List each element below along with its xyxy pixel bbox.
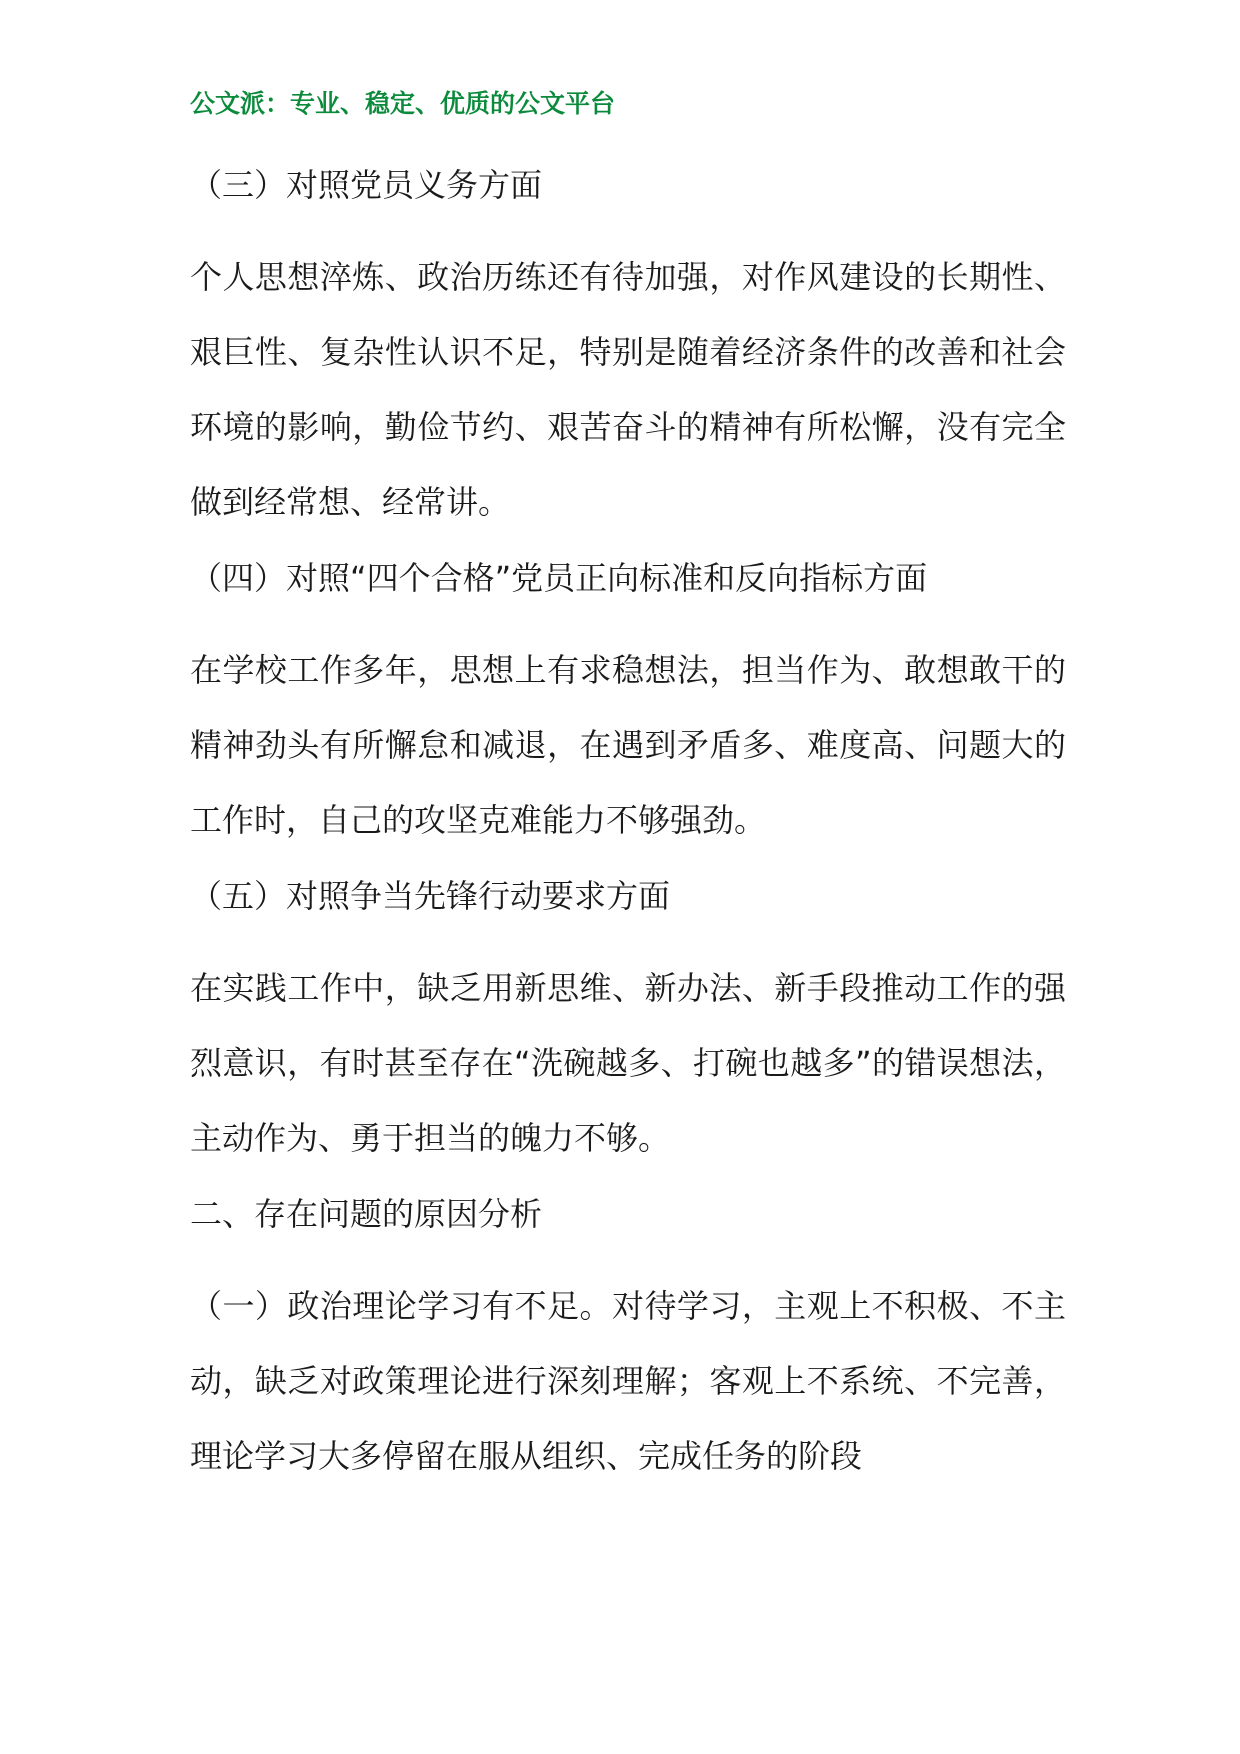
section-heading-3: （三）对照党员义务方面 <box>190 166 543 204</box>
section-heading-5: （五）对照争当先锋行动要求方面 <box>190 877 671 915</box>
part-two-heading: 二、存在问题的原因分析 <box>190 1195 543 1233</box>
document-body <box>190 165 1066 1512</box>
part-two-paragraph: （一）政治理论学习有不足。对待学习，主观上不积极、不主动，缺乏对政策理论进行深刻理解；客观上不系统、不完善，理论学习大多停留在服从组织、完成任务的阶段 <box>190 1287 1066 1475</box>
section-paragraph-4: 在学校工作多年，思想上有求稳想法，担当作为、敢想敢干的精神劲头有所懈怠和减退，在遇到矛盾多、难度高、问题大的工作时，自己的攻坚克难能力不够强劲。 <box>190 651 1066 839</box>
section-paragraph-5: 在实践工作中，缺乏用新思维、新办法、新手段推动工作的强烈意识，有时甚至存在“洗碗越多、打碗也越多”的错误想法，主动作为、勇于担当的魄力不够。 <box>190 969 1066 1157</box>
section-paragraph-3: 个人思想淬炼、政治历练还有待加强，对作风建设的长期性、艰巨性、复杂性认识不足，特别是随着经济条件的改善和社会环境的影响，勤俭节约、艰苦奋斗的精神有所松懈，没有完全做到经常想、经常讲。 <box>190 258 1066 521</box>
section-heading-4: （四）对照“四个合格”党员正向标准和反向指标方面 <box>190 559 928 597</box>
brand-header: 公文派：专业、稳定、优质的公文平台 <box>190 89 616 118</box>
